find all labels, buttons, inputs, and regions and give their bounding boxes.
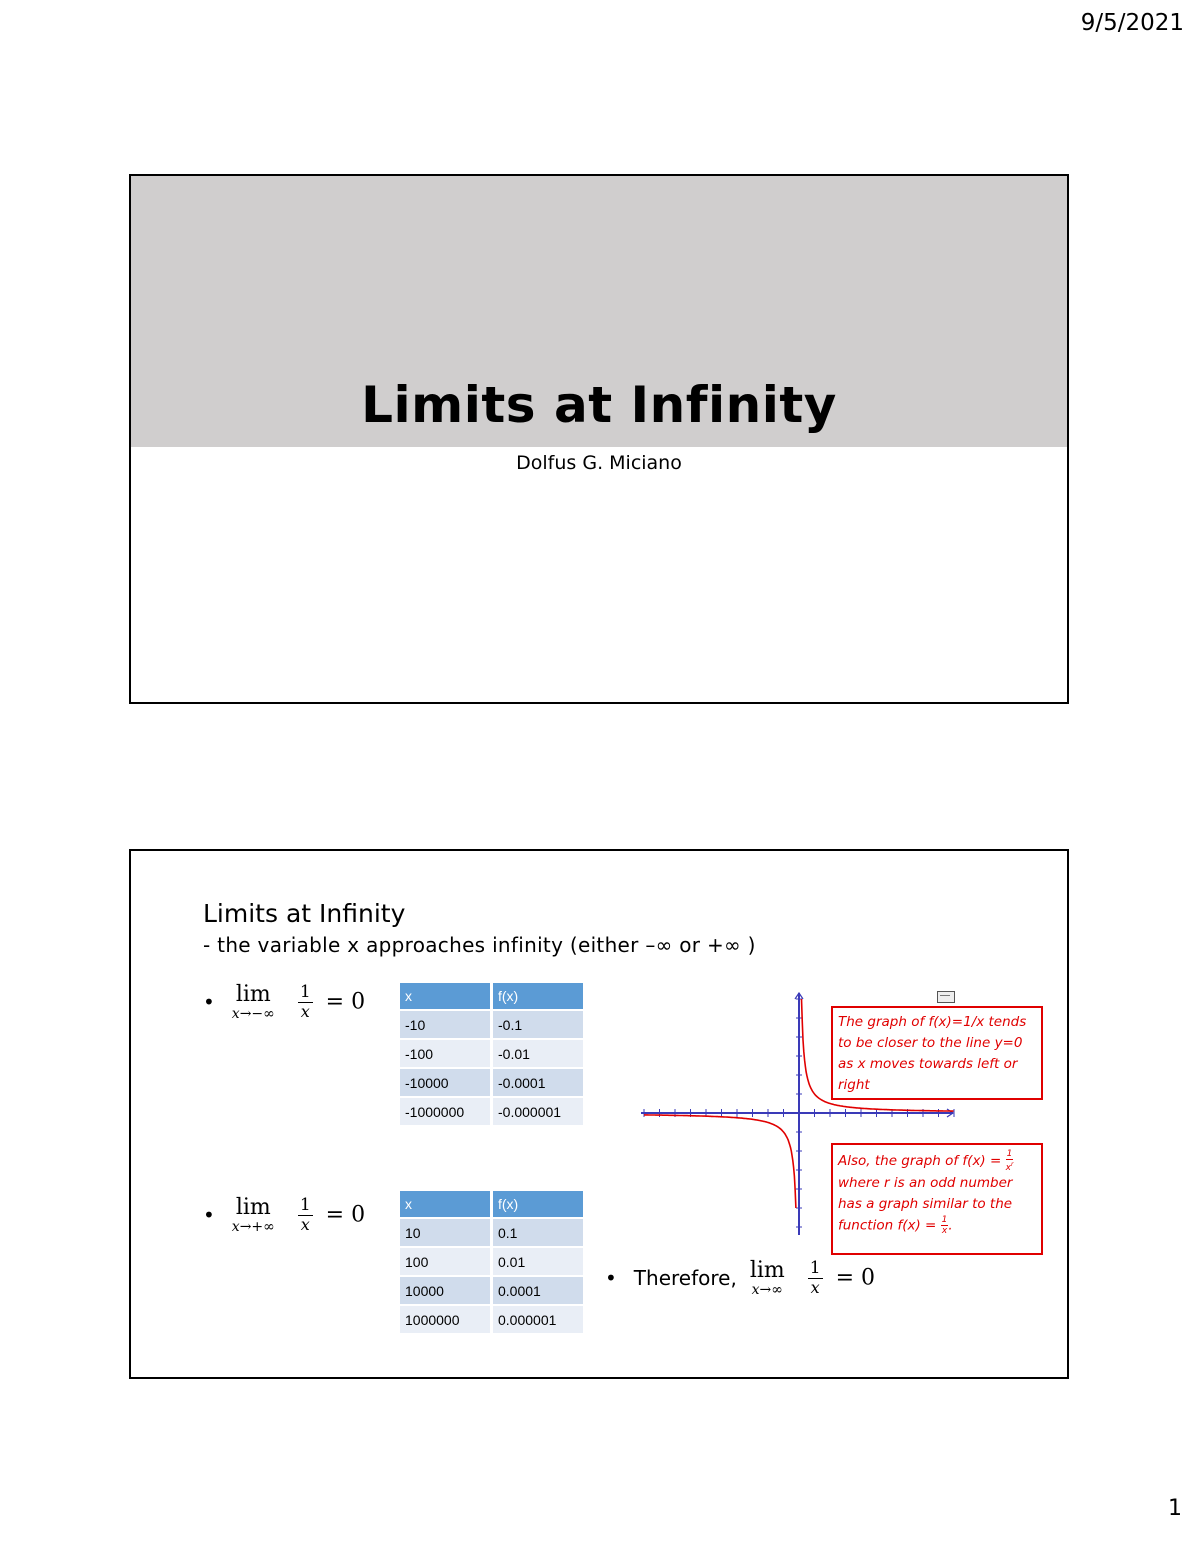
table-cell: 0.000001 xyxy=(493,1306,583,1333)
table-cell: -0.01 xyxy=(493,1040,583,1067)
table-row xyxy=(400,1277,583,1304)
graph-note-1: The graph of f(x)=1/x tends to be closer to the line y=0 as x moves towards left or right xyxy=(831,1006,1043,1100)
curve-branch-negative xyxy=(644,1115,796,1208)
lim-expression xyxy=(750,1259,785,1297)
table-cell: 0.1 xyxy=(493,1219,583,1246)
table-cell: -0.0001 xyxy=(493,1069,583,1096)
table-row xyxy=(400,1248,583,1275)
page-date: 9/5/2021 xyxy=(1080,10,1184,36)
slide-title: Limits at Infinity xyxy=(361,376,837,434)
fraction xyxy=(298,983,313,1021)
fraction-denominator: x xyxy=(300,1215,310,1234)
therefore-text: Therefore, xyxy=(633,1266,737,1290)
fraction-denominator: x xyxy=(810,1278,820,1297)
table-row xyxy=(400,1011,583,1038)
fraction-denominator: x xyxy=(300,1002,310,1021)
table-row xyxy=(400,1069,583,1096)
table-cell: -100 xyxy=(400,1040,490,1067)
note2-frac2-den: x xyxy=(941,1226,948,1236)
fraction-numerator: 1 xyxy=(299,1195,311,1215)
author-name: Dolfus G. Miciano xyxy=(516,452,682,474)
title-slide xyxy=(129,174,1069,704)
table-cell: -10 xyxy=(400,1011,490,1038)
table-cell: 0.0001 xyxy=(493,1277,583,1304)
table-cell: 0.01 xyxy=(493,1248,583,1275)
table-cell: -0.1 xyxy=(493,1011,583,1038)
note2-frac1-exp: r xyxy=(1010,1161,1014,1168)
note2-fraction-1 xyxy=(1006,1149,1014,1173)
table-row xyxy=(400,1040,583,1067)
slide-description: - the variable x approaches infinity (either –∞ or +∞ ) xyxy=(203,933,756,957)
equals-zero: = 0 xyxy=(835,1265,876,1291)
table-cell: -10000 xyxy=(400,1069,490,1096)
lim-expression xyxy=(232,983,275,1021)
table-row xyxy=(400,1219,583,1246)
note2-frac2-num: 1 xyxy=(941,1215,948,1225)
table-cell: -0.000001 xyxy=(493,1098,583,1125)
lim-word: lim xyxy=(235,982,271,1007)
fraction-numerator: 1 xyxy=(299,982,311,1002)
note2-text-3: . xyxy=(948,1217,953,1234)
bullet-dot: • xyxy=(203,1203,215,1227)
table-header-x: x xyxy=(400,1191,490,1217)
content-slide xyxy=(129,849,1069,1379)
fraction xyxy=(298,1196,313,1234)
page-number: 1 xyxy=(1168,1496,1182,1521)
lim-subscript: x→+∞ xyxy=(231,1219,275,1235)
fraction-numerator: 1 xyxy=(809,1258,821,1278)
graph-note-2 xyxy=(831,1143,1043,1255)
equals-zero: = 0 xyxy=(325,989,366,1015)
table-header-x: x xyxy=(400,983,490,1009)
table-cell: -1000000 xyxy=(400,1098,490,1125)
lim-expression xyxy=(232,1196,275,1234)
values-table-positive xyxy=(397,1189,586,1335)
table-row xyxy=(400,1098,583,1125)
table-cell: 1000000 xyxy=(400,1306,490,1333)
table-cell: 10000 xyxy=(400,1277,490,1304)
values-table-negative xyxy=(397,981,586,1127)
fraction xyxy=(808,1259,823,1297)
slide-heading: Limits at Infinity xyxy=(203,899,406,928)
note2-text-2: where r is an odd number has a graph similar to the function f(x) = xyxy=(838,1175,1013,1234)
bullet-dot: • xyxy=(203,990,215,1014)
note2-text-1: Also, the graph of f(x) = xyxy=(838,1153,1002,1169)
conclusion-bullet xyxy=(605,1259,875,1297)
note2-frac1-den: $x^r$ xyxy=(1005,1161,1014,1173)
table-header-fx: f(x) xyxy=(493,983,583,1009)
note2-frac1-num: 1 xyxy=(1006,1149,1013,1159)
lim-subscript: x→−∞ xyxy=(231,1006,275,1022)
equals-zero: = 0 xyxy=(325,1202,366,1228)
lim-word: lim xyxy=(235,1195,271,1220)
chart-placeholder-icon xyxy=(937,991,955,1003)
limit-bullet-neg xyxy=(203,983,365,1021)
lim-word: lim xyxy=(749,1258,785,1283)
bullet-dot: • xyxy=(605,1266,617,1290)
lim-subscript: x→∞ xyxy=(751,1282,783,1298)
limit-bullet-pos xyxy=(203,1196,365,1234)
table-header-fx: f(x) xyxy=(493,1191,583,1217)
table-cell: 10 xyxy=(400,1219,490,1246)
table-cell: 100 xyxy=(400,1248,490,1275)
table-row xyxy=(400,1306,583,1333)
